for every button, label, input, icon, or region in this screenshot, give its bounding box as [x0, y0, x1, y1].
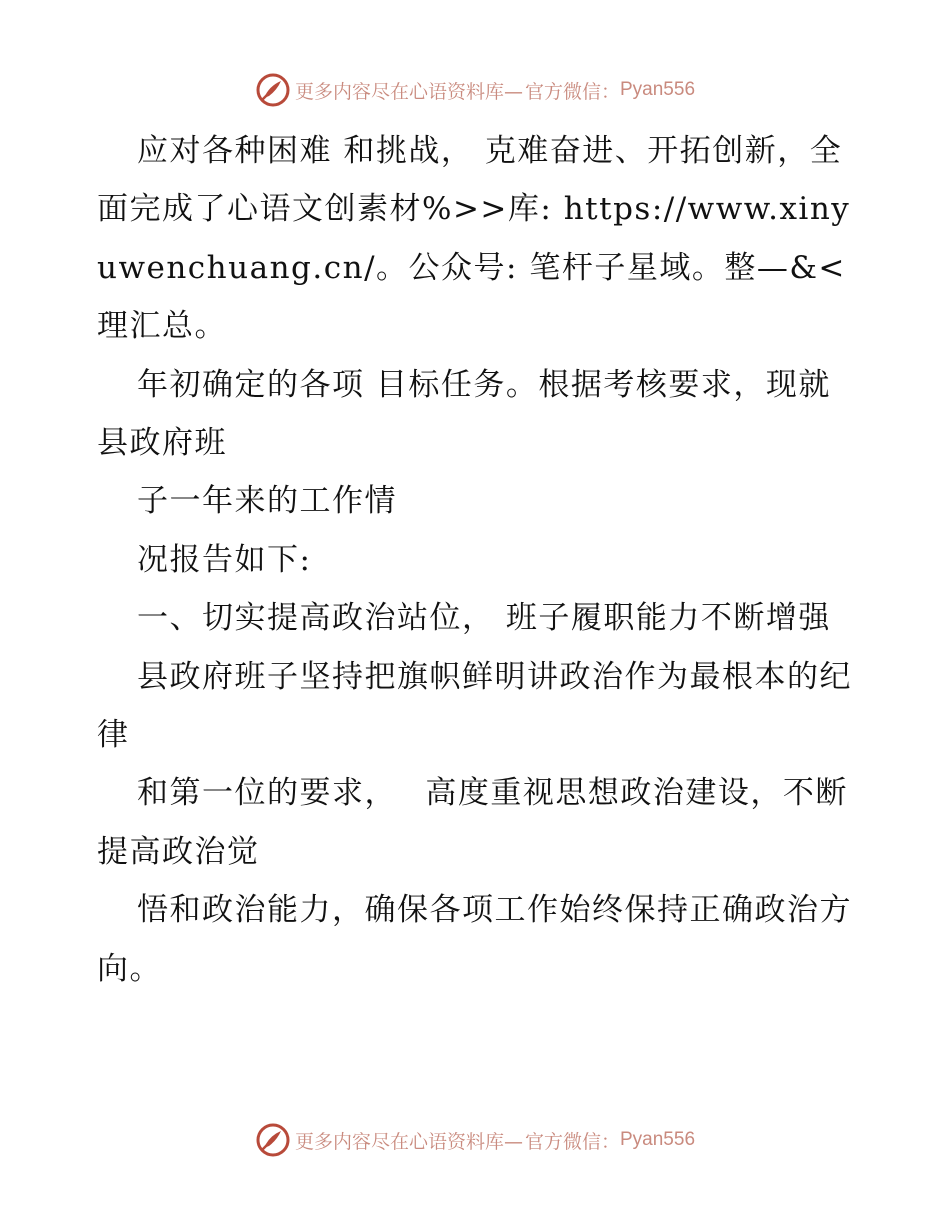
header-text: 更多内容尽在心语资料库— [294, 80, 523, 103]
document-body [97, 122, 857, 998]
footer-text: 更多内容尽在心语资料库— [294, 1130, 523, 1153]
brush-pen-logo-icon [255, 1122, 291, 1158]
footer-watermark [0, 1118, 950, 1162]
paragraph-3: 子一年来的工作情 [137, 483, 397, 520]
header-watermark [0, 68, 950, 112]
paragraph-6: 和第一位的要求， 高度重视思想政治建设，不断提高政治觉 [97, 775, 848, 870]
paragraph-4: 况报告如下: [137, 541, 312, 578]
paragraph-2: 年初确定的各项 目标任务。根据考核要求，现就县政府班 [97, 366, 831, 462]
paragraph-1: 应对各种困难 和挑战， 克难奋进、开拓创新，全面完成了心语文创素材%>>库: https://www.xinyuwenchuang.cn/。公众号: 笔杆子星域。整—&<理汇总。 [97, 133, 851, 345]
brush-pen-logo-icon [255, 72, 291, 108]
footer-wechat-id: Pyan556 [620, 1129, 696, 1150]
footer-wechat-label: 官方微信： [524, 1130, 620, 1153]
header-wechat-id: Pyan556 [620, 79, 696, 100]
header-wechat-label: 官方微信： [524, 80, 620, 103]
paragraph-7: 悟和政治能力，确保各项工作始终保持正确政治方向。 [97, 892, 852, 987]
section-heading-1: 一、切实提高政治站位， 班子履职能力不断增强 [137, 600, 831, 637]
paragraph-5: 县政府班子坚持把旗帜鲜明讲政治作为最根本的纪律 [97, 658, 852, 754]
